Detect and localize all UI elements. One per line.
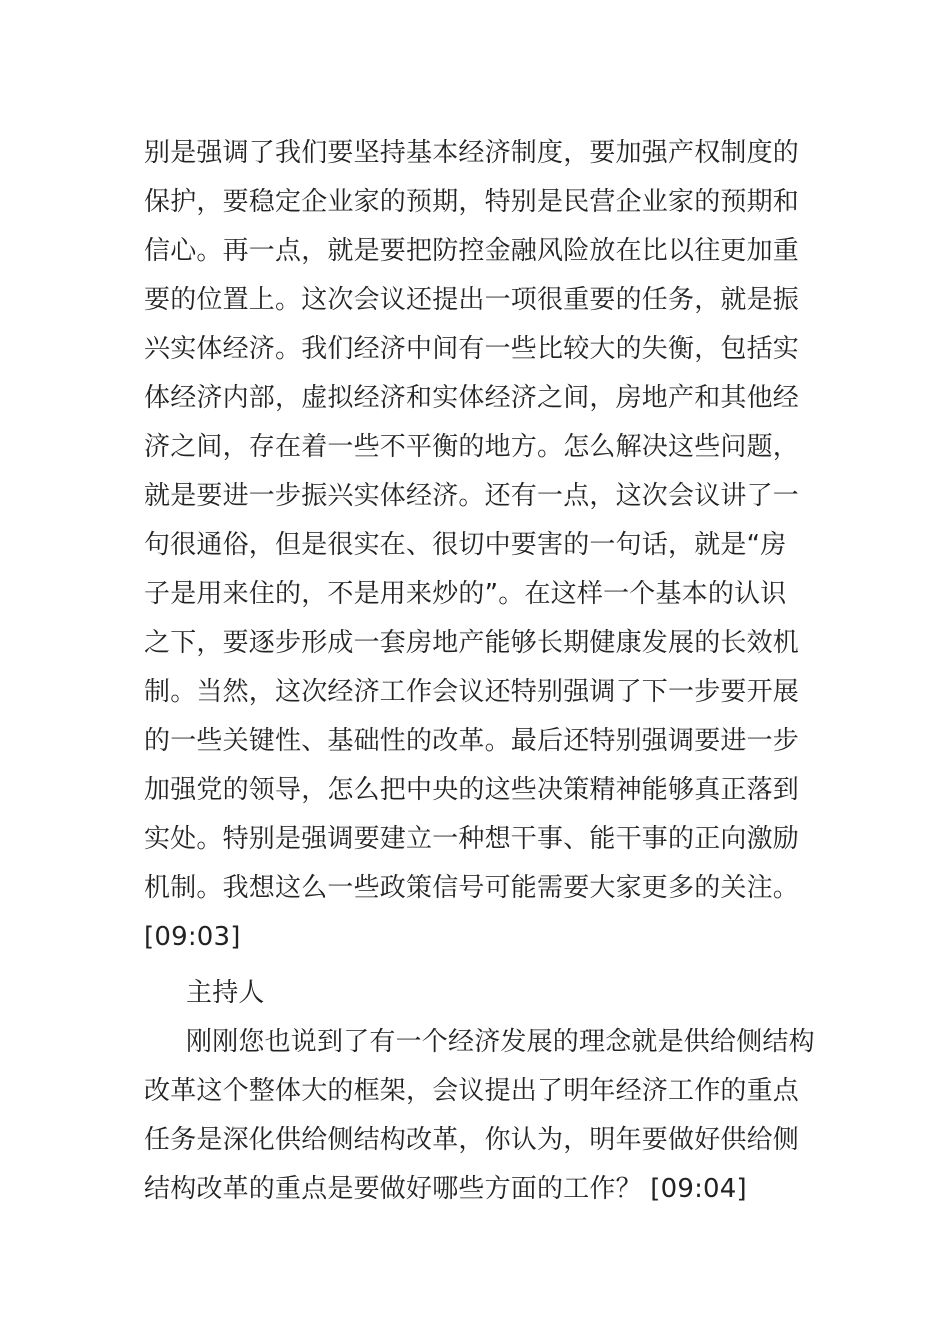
text-line: 实处。特别是强调要建立一种想干事、能干事的正向激励 — [144, 824, 800, 854]
question-section — [144, 969, 824, 1214]
text-line: 别是强调了我们要坚持基本经济制度，要加强产权制度的 — [144, 138, 800, 168]
text-line: 的一些关键性、基础性的改革。最后还特别强调要进一步 — [144, 726, 800, 756]
text-line: 句很通俗，但是很实在、很切中要害的一句话，就是“房 — [144, 530, 787, 560]
text-line: 制。当然，这次经济工作会议还特别强调了下一步要开展 — [144, 677, 800, 707]
text-line: 体经济内部，虚拟经济和实体经济之间，房地产和其他经 — [144, 383, 800, 413]
text-line: 任务是深化供给侧结构改革，你认为，明年要做好供给侧 — [144, 1125, 800, 1155]
text-line: 就是要进一步振兴实体经济。还有一点，这次会议讲了一 — [144, 481, 800, 511]
text-line: 要的位置上。这次会议还提出一项很重要的任务，就是振 — [144, 285, 800, 315]
text-line: 刚刚您也说到了有一个经济发展的理念就是供给侧结构 — [186, 1027, 815, 1057]
speaker-label: 主持人 — [186, 978, 265, 1008]
text-line: 之下，要逐步形成一套房地产能够长期健康发展的长效机 — [144, 628, 800, 658]
text-line: 子是用来住的，不是用来炒的”。在这样一个基本的认识 — [144, 579, 787, 609]
text-line: 改革这个整体大的框架，会议提出了明年经济工作的重点 — [144, 1076, 800, 1106]
text-line: 加强党的领导，怎么把中央的这些决策精神能够真正落到 — [144, 775, 800, 805]
text-line: 机制。我想这么一些政策信号可能需要大家更多的关注。 — [144, 873, 800, 903]
text-line: 济之间，存在着一些不平衡的地方。怎么解决这些问题， — [144, 432, 800, 462]
text-line: 信心。再一点，就是要把防控金融风险放在比以往更加重 — [144, 236, 800, 266]
timestamp: [09:03] — [144, 922, 241, 952]
text-line: 结构改革的重点是要做好哪些方面的工作？ [09:04] — [144, 1174, 747, 1204]
answer-paragraph — [144, 129, 824, 962]
text-line: 保护，要稳定企业家的预期，特别是民营企业家的预期和 — [144, 187, 800, 217]
text-line: 兴实体经济。我们经济中间有一些比较大的失衡，包括实 — [144, 334, 800, 364]
